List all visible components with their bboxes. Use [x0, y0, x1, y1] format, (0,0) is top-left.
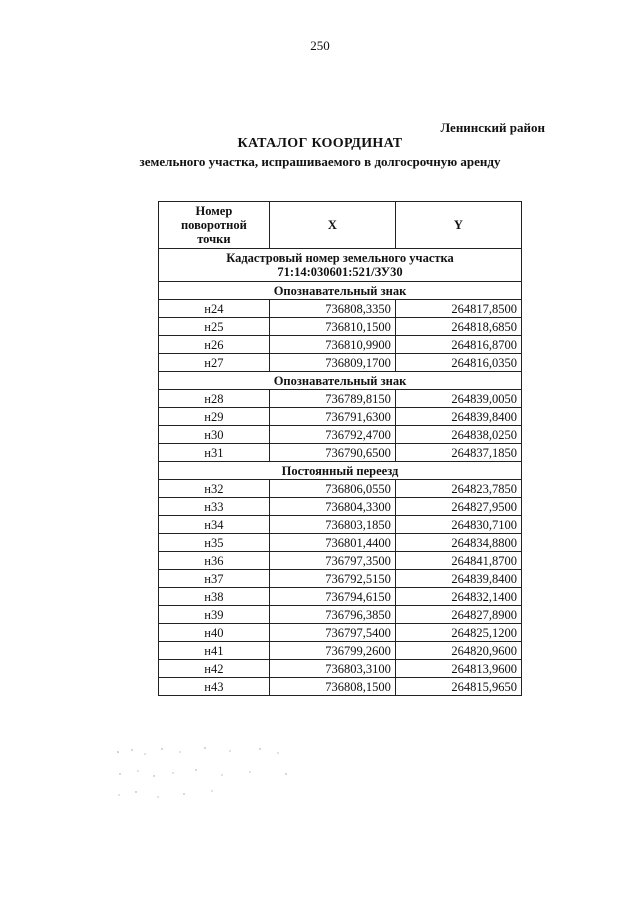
coord-y: 264837,1850 — [395, 444, 521, 462]
table-header-row — [159, 202, 522, 249]
coord-y: 264825,1200 — [395, 624, 521, 642]
coord-x: 736806,0550 — [269, 480, 395, 498]
coord-x: 736794,6150 — [269, 588, 395, 606]
point-number: н26 — [159, 336, 270, 354]
point-number: н42 — [159, 660, 270, 678]
group-header-row — [159, 462, 522, 480]
coord-y: 264818,6850 — [395, 318, 521, 336]
table-row — [159, 678, 522, 696]
cadastral-label: Кадастровый номер земельного участка — [226, 251, 454, 265]
table-row — [159, 498, 522, 516]
table-row — [159, 408, 522, 426]
group-name: Постоянный переезд — [159, 462, 522, 480]
coord-y: 264839,0050 — [395, 390, 521, 408]
coord-y: 264839,8400 — [395, 408, 521, 426]
point-number: н40 — [159, 624, 270, 642]
point-number: н29 — [159, 408, 270, 426]
coord-x: 736789,8150 — [269, 390, 395, 408]
table-row — [159, 534, 522, 552]
table-row — [159, 444, 522, 462]
coord-x: 736810,9900 — [269, 336, 395, 354]
point-number: н39 — [159, 606, 270, 624]
point-number: н27 — [159, 354, 270, 372]
cadastral-row — [159, 249, 522, 282]
header-point-number: Номер поворотной точки — [159, 202, 270, 249]
table-row — [159, 588, 522, 606]
table-row — [159, 606, 522, 624]
coord-x: 736808,1500 — [269, 678, 395, 696]
document-subtitle: земельного участка, испрашиваемого в долгосрочную аренду — [139, 154, 501, 169]
group-name: Опознавательный знак — [159, 372, 522, 390]
point-number: н41 — [159, 642, 270, 660]
table-row — [159, 660, 522, 678]
coord-y: 264832,1400 — [395, 588, 521, 606]
coord-y: 264823,7850 — [395, 480, 521, 498]
point-number: н28 — [159, 390, 270, 408]
coord-x: 736803,3100 — [269, 660, 395, 678]
table-row — [159, 480, 522, 498]
coord-x: 736797,5400 — [269, 624, 395, 642]
table-row — [159, 552, 522, 570]
coord-x: 736791,6300 — [269, 408, 395, 426]
point-number: н33 — [159, 498, 270, 516]
header-y: Y — [395, 202, 521, 249]
coord-y: 264834,8800 — [395, 534, 521, 552]
point-number: н38 — [159, 588, 270, 606]
scan-noise-decoration — [110, 740, 310, 810]
table-body — [159, 249, 522, 696]
district-label: Ленинский район — [440, 120, 545, 135]
table-row — [159, 642, 522, 660]
table-row — [159, 624, 522, 642]
coord-x: 736792,4700 — [269, 426, 395, 444]
point-number: н34 — [159, 516, 270, 534]
document-title: КАТАЛОГ КООРДИНАТ — [237, 136, 403, 151]
coord-y: 264817,8500 — [395, 300, 521, 318]
coord-y: 264838,0250 — [395, 426, 521, 444]
point-number: н24 — [159, 300, 270, 318]
coord-x: 736801,4400 — [269, 534, 395, 552]
coord-x: 736808,3350 — [269, 300, 395, 318]
coord-x: 736796,3850 — [269, 606, 395, 624]
coord-x: 736792,5150 — [269, 570, 395, 588]
coord-y: 264839,8400 — [395, 570, 521, 588]
point-number: н25 — [159, 318, 270, 336]
group-header-row — [159, 282, 522, 300]
cadastral-number: 71:14:030601:521/ЗУ30 — [277, 265, 403, 279]
coord-y: 264830,7100 — [395, 516, 521, 534]
coord-x: 736797,3500 — [269, 552, 395, 570]
group-header-row — [159, 372, 522, 390]
point-number: н35 — [159, 534, 270, 552]
page-number: 250 — [310, 38, 330, 53]
table-row — [159, 300, 522, 318]
header-x: X — [269, 202, 395, 249]
coord-y: 264816,0350 — [395, 354, 521, 372]
point-number: н43 — [159, 678, 270, 696]
group-name: Опознавательный знак — [159, 282, 522, 300]
coord-y: 264815,9650 — [395, 678, 521, 696]
coord-y: 264827,8900 — [395, 606, 521, 624]
coord-x: 736799,2600 — [269, 642, 395, 660]
point-number: н32 — [159, 480, 270, 498]
table-row — [159, 318, 522, 336]
coord-y: 264816,8700 — [395, 336, 521, 354]
coord-y: 264827,9500 — [395, 498, 521, 516]
table-row — [159, 570, 522, 588]
table-row — [159, 336, 522, 354]
table-row — [159, 516, 522, 534]
point-number: н36 — [159, 552, 270, 570]
point-number: н37 — [159, 570, 270, 588]
point-number: н31 — [159, 444, 270, 462]
coord-y: 264813,9600 — [395, 660, 521, 678]
table-row — [159, 426, 522, 444]
point-number: н30 — [159, 426, 270, 444]
table-row — [159, 354, 522, 372]
coord-y: 264841,8700 — [395, 552, 521, 570]
coord-x: 736810,1500 — [269, 318, 395, 336]
coord-x: 736809,1700 — [269, 354, 395, 372]
coord-x: 736804,3300 — [269, 498, 395, 516]
coord-x: 736790,6500 — [269, 444, 395, 462]
cadastral-cell — [159, 249, 522, 282]
coordinates-table — [158, 201, 522, 696]
coord-y: 264820,9600 — [395, 642, 521, 660]
table-row — [159, 390, 522, 408]
coord-x: 736803,1850 — [269, 516, 395, 534]
